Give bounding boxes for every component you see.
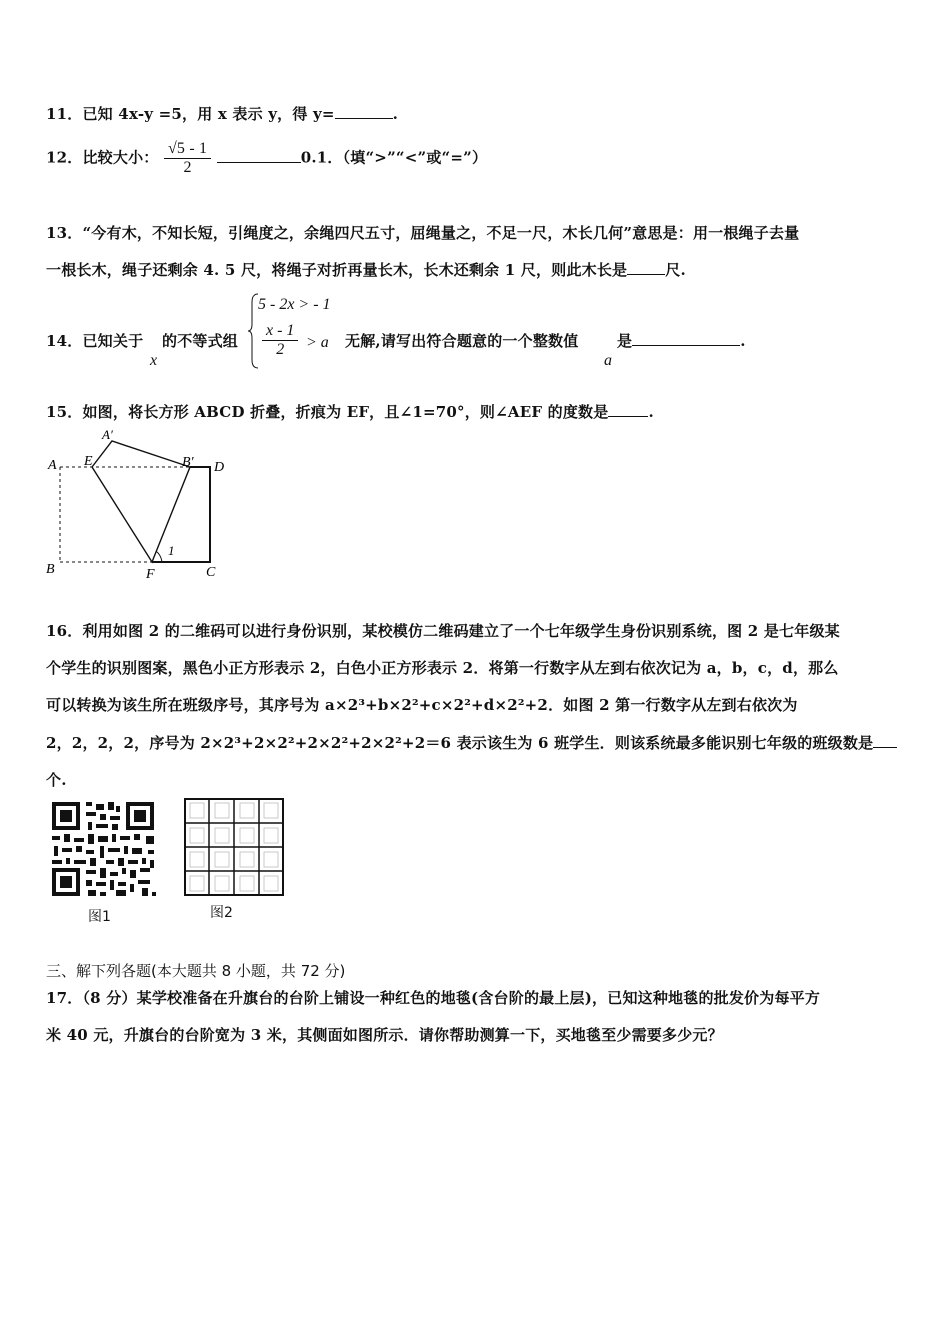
question-17-line-1: [46, 987, 820, 1008]
q14-text-3: 无解,请写出符合题意的一个整数值: [345, 332, 579, 350]
q14-frac-den: 2: [276, 341, 285, 358]
q11-end: .: [392, 105, 399, 123]
label-A-prime: A′: [102, 427, 113, 442]
q13-number: 13．: [46, 224, 83, 242]
q11-number: 11．: [46, 105, 83, 123]
q14-text-1: 已知关于: [82, 332, 144, 350]
question-17-line-2: [46, 1024, 723, 1045]
q12-number: 12．: [46, 148, 83, 167]
label-B: B: [46, 562, 55, 577]
q15-end: .: [648, 403, 654, 421]
q16-text-3: 可以转换为该生所在班级序号，其序号为 a×2³+b×2²+c×2²+d×2²+2．如图 2 第一行数字从左到右依次为: [46, 696, 798, 714]
q14-fraction: [262, 322, 298, 359]
q12-frac-num: √5 - 1: [164, 140, 211, 159]
figure-1-caption: 图1: [88, 909, 111, 925]
question-14: [46, 330, 143, 351]
q16-answer-blank[interactable]: [873, 733, 897, 748]
question-12: [46, 140, 487, 177]
q12-label: 比较大小：: [82, 148, 159, 167]
q14-text-2: 的不等式组: [162, 332, 239, 350]
q12-compare-hint: 0.1．（填“>”“<”或“=”）: [300, 148, 488, 167]
figure-2-caption: 图2: [210, 905, 233, 921]
question-16-line-5: [46, 769, 67, 790]
q14-inequality-1: 5 - 2x > - 1: [258, 296, 331, 313]
q17-text-2: 米 40 元，升旗台的台阶宽为 3 米，其侧面如图所示．请你帮助测算一下，买地毯至少需要多少元？: [46, 1026, 723, 1044]
q12-answer-blank[interactable]: [217, 148, 301, 163]
q14-end: .: [740, 332, 746, 350]
q14-var-x: x: [150, 352, 158, 369]
label-B-prime: B′: [182, 455, 194, 470]
q13-answer-blank[interactable]: [627, 260, 665, 275]
q15-answer-blank[interactable]: [608, 402, 648, 417]
q12-fraction: [164, 140, 211, 177]
question-11: [46, 103, 398, 124]
qr-code-figure-1: [50, 800, 158, 898]
q14-frac-num: x - 1: [262, 322, 298, 341]
q16-number: 16．: [46, 622, 83, 640]
question-16-line-2: [46, 657, 839, 678]
q17-number: 17．: [46, 989, 83, 1007]
question-16-line-1: [46, 620, 840, 641]
q16-text-2: 个学生的识别图案，黑色小正方形表示 2，白色小正方形表示 2．将第一行数字从左到右依次记为 a，b，c，d，那么: [46, 659, 839, 677]
label-F: F: [146, 567, 155, 582]
folded-flap: [92, 441, 190, 562]
question-13-line-2: [46, 259, 686, 280]
label-A: A: [48, 458, 57, 473]
q11-text: 已知 4x-y =5，用 x 表示 y，得 y=: [82, 105, 335, 123]
question-15: [46, 401, 654, 422]
q16-text-5: 个.: [46, 771, 67, 789]
q14-text-4-label: 是: [617, 332, 633, 350]
q13-text-2: 一根长木，绳子还剩余 4. 5 尺，将绳子对折再量长木，长木还剩余 1 尺，则此木长是: [46, 261, 628, 279]
label-angle-1: 1: [168, 543, 175, 558]
q13-unit: 尺.: [665, 261, 686, 279]
q15-number: 15．: [46, 403, 83, 421]
q17-text-1: （8 分）某学校准备在升旗台的台阶上铺设一种红色的地毯(含台阶的最上层)，已知这种地毯的批发价为每平方: [82, 989, 821, 1007]
question-16-line-3: [46, 694, 798, 715]
question-13-line-1: [46, 222, 799, 243]
label-D: D: [214, 460, 225, 475]
q16-text-4: 2，2，2，2，序号为 2×2³+2×2²+2×2²+2×2²+2＝6 表示该生为 6 班学生．则该系统最多能识别七年级的班级数是: [46, 734, 874, 752]
q16-text-1: 利用如图 2 的二维码可以进行身份识别，某校模仿二维码建立了一个七年级学生身份识别系统，图 2 是七年级某: [82, 622, 840, 640]
q14-number: 14．: [46, 332, 83, 350]
rect-solid-edges: [152, 467, 210, 562]
grid-figure-2: [184, 798, 284, 898]
q14-var-a: a: [604, 352, 612, 369]
label-C: C: [206, 565, 216, 580]
q15-fold-figure: [40, 425, 240, 585]
q14-inequality-2-tail: > a: [306, 334, 329, 351]
label-E: E: [84, 454, 93, 469]
q11-answer-blank[interactable]: [335, 104, 393, 119]
q12-frac-den: 2: [183, 159, 192, 176]
q15-text: 如图，将长方形 ABCD 折叠，折痕为 EF，且∠1=70°，则∠AEF 的度数是: [82, 403, 609, 421]
section-3-heading: 三、解下列各题(本大题共 8 小题，共 72 分): [46, 962, 346, 980]
q14-text-4: [617, 330, 746, 351]
q13-text-1: “今有木，不知长短，引绳度之，余绳四尺五寸，屈绳量之，不足一尺，木长几何”意思是：用一根绳子去量: [82, 224, 800, 242]
q14-answer-blank[interactable]: [632, 331, 740, 346]
question-16-line-4: [46, 732, 897, 753]
angle-1-arc: [156, 551, 162, 562]
